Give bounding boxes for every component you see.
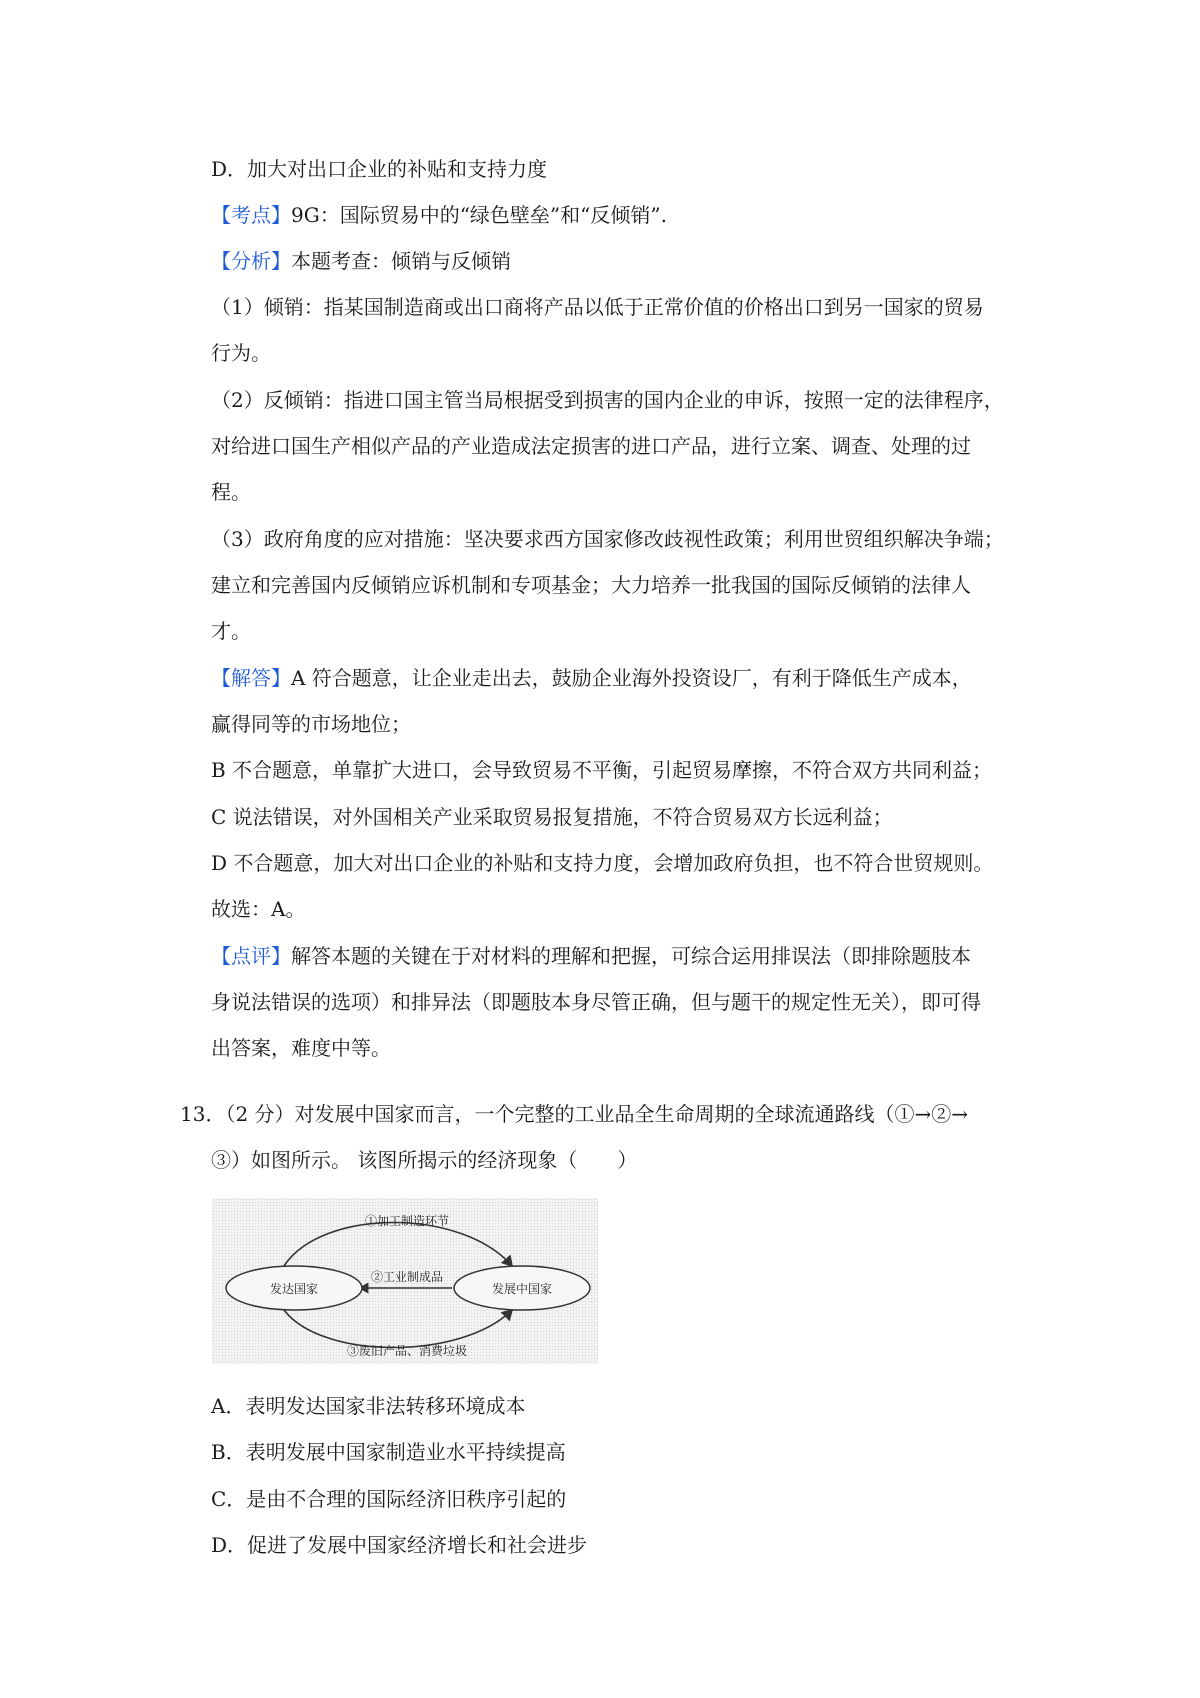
dianping-tag: 【点评】 bbox=[211, 944, 291, 968]
fenxi-text: 本题考查：倾销与反倾销 bbox=[291, 249, 511, 273]
kaodian-tag: 【考点】 bbox=[211, 203, 291, 227]
answer-line-3: C 说法错误，对外国相关产业采取贸易报复措施，不符合贸易双方长远利益； bbox=[211, 805, 893, 829]
analysis-line-7: 建立和完善国内反倾销应诉机制和专项基金；大力培养一批我国的国际反倾销的法律人 bbox=[211, 573, 971, 597]
analysis-line-2: 行为。 bbox=[211, 341, 271, 365]
option-d-text: D．加大对出口企业的补贴和支持力度 bbox=[211, 157, 548, 181]
developed-country-label: 发达国家 bbox=[269, 1282, 319, 1296]
kaodian-text: 9G：国际贸易中的“绿色壁垒”和“反倾销”. bbox=[291, 203, 667, 227]
developing-country-label: 发展中国家 bbox=[491, 1282, 553, 1296]
comment-line-1: 身说法错误的选项）和排异法（即题肢本身尽管正确，但与题干的规定性无关），即可得 bbox=[211, 990, 981, 1014]
dianping-text: 解答本题的关键在于对材料的理解和把握，可综合运用排误法（即排除题肢本 bbox=[291, 944, 971, 968]
top-arc-arrow bbox=[284, 1223, 512, 1267]
jieda-text: A 符合题意，让企业走出去，鼓励企业海外投资设厂，有利于降低生产成本， bbox=[291, 666, 972, 690]
comment-line-2: 出答案，难度中等。 bbox=[211, 1036, 391, 1060]
analysis-line-3: （2）反倾销：指进口国主管当局根据受到损害的国内企业的申诉，按照一定的法律程序， bbox=[211, 388, 1004, 412]
option-c[interactable]: C．是由不合理的国际经济旧秩序引起的 bbox=[211, 1487, 567, 1511]
analysis-line-4: 对给进口国生产相似产品的产业造成法定损害的进口产品，进行立案、调查、处理的过 bbox=[211, 434, 971, 458]
analysis-line-1: （1）倾销：指某国制造商或出口商将产品以低于正常价值的价格出口到另一国家的贸易 bbox=[211, 295, 984, 319]
option-b[interactable]: B．表明发展中国家制造业水平持续提高 bbox=[211, 1440, 566, 1464]
analysis-line-8: 才。 bbox=[211, 619, 251, 643]
analysis-line-6: （3）政府角度的应对措施：坚决要求西方国家修改歧视性政策；利用世贸组织解决争端； bbox=[211, 527, 1004, 551]
answer-line-2: B 不合题意，单靠扩大进口，会导致贸易不平衡，引起贸易摩擦，不符合双方共同利益； bbox=[211, 758, 993, 782]
trade-flow-diagram bbox=[212, 1198, 598, 1364]
middle-arrow-label: ②工业制成品 bbox=[370, 1270, 444, 1284]
kaodian-line bbox=[211, 201, 667, 229]
question-13-stem-1: 13．（2 分）对发展中国家而言，一个完整的工业品全生命周期的全球流通路线（①→②→ bbox=[180, 1102, 969, 1126]
jieda-line bbox=[211, 664, 972, 692]
option-d[interactable]: D．促进了发展中国家经济增长和社会进步 bbox=[211, 1533, 588, 1557]
question-13-stem-2: ③）如图所示。 该图所揭示的经济现象（ ） bbox=[211, 1148, 638, 1172]
dianping-line bbox=[211, 942, 971, 970]
bottom-arc-label: ③废旧产品、消费垃圾 bbox=[346, 1344, 468, 1358]
fenxi-line bbox=[211, 247, 511, 275]
answer-line-5: 故选：A。 bbox=[211, 897, 306, 921]
option-a[interactable]: A．表明发达国家非法转移环境成本 bbox=[211, 1394, 526, 1418]
jieda-tag: 【解答】 bbox=[211, 666, 291, 690]
answer-line-1: 赢得同等的市场地位； bbox=[211, 712, 411, 736]
analysis-line-5: 程。 bbox=[211, 480, 251, 504]
bottom-arc-arrow bbox=[284, 1310, 512, 1348]
answer-line-4: D 不合题意，加大对出口企业的补贴和支持力度，会增加政府负担，也不符合世贸规则。 bbox=[211, 851, 994, 875]
top-arc-label: ①加工制造环节 bbox=[364, 1214, 450, 1228]
fenxi-tag: 【分析】 bbox=[211, 249, 291, 273]
